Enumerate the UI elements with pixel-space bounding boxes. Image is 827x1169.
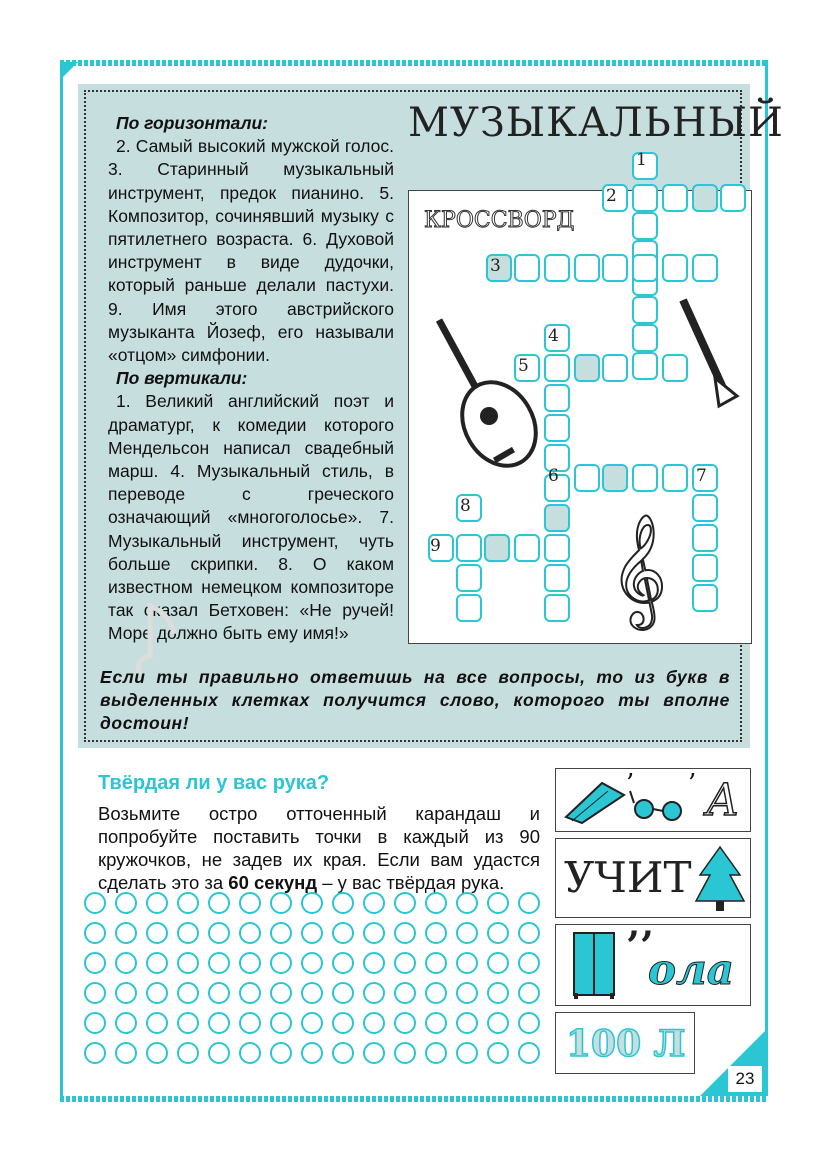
dot-circle[interactable] bbox=[332, 922, 354, 944]
crossword-cell bbox=[632, 184, 658, 212]
dot-circle[interactable] bbox=[394, 982, 416, 1004]
dot-circle[interactable] bbox=[425, 982, 447, 1004]
guitar-icon bbox=[425, 312, 535, 482]
crossword-cell bbox=[602, 354, 628, 382]
hand-test-text bbox=[98, 802, 540, 894]
dot-circle[interactable] bbox=[363, 1012, 385, 1034]
dot-circle[interactable] bbox=[208, 952, 230, 974]
dot-circle[interactable] bbox=[363, 952, 385, 974]
rebus-letter: А bbox=[706, 775, 740, 826]
dot-circle[interactable] bbox=[456, 952, 478, 974]
dot-circle[interactable] bbox=[239, 1012, 261, 1034]
dot-circle[interactable] bbox=[425, 922, 447, 944]
crossword-cell bbox=[602, 464, 628, 492]
dot-circle[interactable] bbox=[115, 952, 137, 974]
crossword-cell bbox=[544, 594, 570, 622]
crossword-number-6: 6 bbox=[548, 466, 559, 486]
dot-circle[interactable] bbox=[456, 892, 478, 914]
down-clues: 1. Великий английский поэт и драматург, к комедии которого Мендельсон написал свадебный марш. 4. Музыкальный стиль, в переводе с греческого означающий «многоголосье». 7. Музыкальный инструмент, чуть больше скрипки. 8. О каком известном немецком композиторе так сказал Бетховен: «Не ручей! Море должно быть ему имя!» bbox=[108, 391, 394, 644]
dot-circle[interactable] bbox=[146, 922, 168, 944]
dot-circle[interactable] bbox=[177, 952, 199, 974]
crossword-cell bbox=[662, 464, 688, 492]
dot-circle[interactable] bbox=[332, 892, 354, 914]
corner-decoration bbox=[60, 62, 78, 80]
crossword-cell bbox=[574, 464, 600, 492]
crossword-number-2: 2 bbox=[606, 186, 617, 206]
crossword-cell bbox=[544, 354, 570, 382]
crossword-cell bbox=[456, 564, 482, 592]
dot-circle[interactable] bbox=[425, 892, 447, 914]
crossword-cell bbox=[662, 184, 688, 212]
dot-circle[interactable] bbox=[394, 922, 416, 944]
dot-circle[interactable] bbox=[146, 982, 168, 1004]
dot-circle[interactable] bbox=[487, 922, 509, 944]
dot-circle[interactable] bbox=[239, 892, 261, 914]
dot-circle[interactable] bbox=[84, 922, 106, 944]
dot-circle[interactable] bbox=[456, 1042, 478, 1064]
dot-circle[interactable] bbox=[301, 952, 323, 974]
crossword-number-9: 9 bbox=[430, 536, 441, 556]
dot-circle[interactable] bbox=[270, 1042, 292, 1064]
dot-circle[interactable] bbox=[487, 1042, 509, 1064]
crossword-number-4: 4 bbox=[548, 326, 559, 346]
crossword-cell bbox=[692, 494, 718, 522]
crossword-cell bbox=[632, 212, 658, 240]
dot-circle[interactable] bbox=[332, 1042, 354, 1064]
dot-circle[interactable] bbox=[518, 952, 540, 974]
rebus-teacher-tree bbox=[555, 838, 751, 918]
dot-circle[interactable] bbox=[456, 982, 478, 1004]
dot-circle[interactable] bbox=[84, 1042, 106, 1064]
dot-circle[interactable] bbox=[425, 1042, 447, 1064]
crossword-cell bbox=[632, 296, 658, 324]
page-number: 23 bbox=[728, 1066, 762, 1092]
dot-circle[interactable] bbox=[208, 922, 230, 944]
dot-circle[interactable] bbox=[363, 892, 385, 914]
crossword-cell bbox=[692, 254, 718, 282]
crossword-cell bbox=[544, 504, 570, 532]
crossword-cell bbox=[692, 584, 718, 612]
dot-circle[interactable] bbox=[239, 952, 261, 974]
dot-circle[interactable] bbox=[115, 892, 137, 914]
dot-circle[interactable] bbox=[301, 892, 323, 914]
across-clues: 2. Самый высокий мужской голос. 3. Старинный музыкальный инструмент, предок пианино. 5. Композитор, сочинявший музыку с пятилетнего возраста. 6. Духовой инструмент в виде дудочки, который раньше делали пастухи. 9. Имя этого австрийского музыканта Йозеф, его называли «отцом» симфонии. bbox=[108, 136, 394, 366]
rebus-hundred-text: 100 Л bbox=[566, 1023, 686, 1065]
dot-circle[interactable] bbox=[394, 1042, 416, 1064]
dot-circle[interactable] bbox=[146, 952, 168, 974]
rebus-word: УЧИТ bbox=[564, 853, 692, 902]
crossword-cell bbox=[662, 254, 688, 282]
dot-circle[interactable] bbox=[115, 1012, 137, 1034]
frame-bottom-border bbox=[60, 1096, 768, 1102]
dot-circle[interactable] bbox=[208, 1012, 230, 1034]
crossword-cell bbox=[544, 414, 570, 442]
crossword-number-1: 1 bbox=[636, 150, 647, 170]
wardrobe-icon bbox=[570, 931, 620, 1001]
down-header: По вертикали: bbox=[116, 368, 248, 389]
hand-test-title: Твёрдая ли у вас рука? bbox=[98, 772, 330, 794]
crossword-cell bbox=[602, 254, 628, 282]
dot-circle[interactable] bbox=[146, 892, 168, 914]
crossword-cell bbox=[632, 324, 658, 352]
dot-circle[interactable] bbox=[332, 1012, 354, 1034]
crossword-number-3: 3 bbox=[490, 256, 501, 276]
dot-circle[interactable] bbox=[363, 982, 385, 1004]
crossword-number-8: 8 bbox=[460, 496, 471, 516]
dot-circle[interactable] bbox=[208, 982, 230, 1004]
crossword-cell bbox=[692, 184, 718, 212]
crossword-final-note: Если ты правильно ответишь на все вопросы, то из букв в выделенных клетках получится слово, которого ты вполне достоин! bbox=[100, 667, 730, 733]
crossword-cell bbox=[632, 254, 658, 282]
rebus-hundred bbox=[555, 1012, 695, 1074]
flippers-icon bbox=[562, 777, 628, 825]
dot-circle[interactable] bbox=[518, 982, 540, 1004]
dot-circle[interactable] bbox=[332, 982, 354, 1004]
crossword-cell bbox=[456, 594, 482, 622]
dot-circle[interactable] bbox=[394, 1012, 416, 1034]
dot-circle[interactable] bbox=[208, 892, 230, 914]
hand-test-text-part: Возьмите остро отточенный карандаш и попробуйте поставить точки в каждый из 90 кружочков, не задев их края. Если вам удастся сделать это за bbox=[98, 803, 540, 893]
crossword-cell bbox=[514, 534, 540, 562]
dot-circle[interactable] bbox=[239, 922, 261, 944]
dot-circle[interactable] bbox=[394, 952, 416, 974]
crossword-cell bbox=[692, 524, 718, 552]
rebus-flippers-glasses: ’ ’ А bbox=[555, 768, 751, 832]
dot-circle[interactable] bbox=[177, 982, 199, 1004]
crossword-cell bbox=[484, 534, 510, 562]
dot-circle[interactable] bbox=[84, 1012, 106, 1034]
dot-circle[interactable] bbox=[115, 1042, 137, 1064]
dot-circle[interactable] bbox=[487, 982, 509, 1004]
crossword-cell bbox=[574, 354, 600, 382]
crossword-number-5: 5 bbox=[518, 356, 529, 376]
dot-circle[interactable] bbox=[177, 922, 199, 944]
dot-circle[interactable] bbox=[115, 982, 137, 1004]
dot-circle[interactable] bbox=[270, 922, 292, 944]
crossword-cell bbox=[544, 534, 570, 562]
crossword-cell bbox=[720, 184, 746, 212]
dot-circle[interactable] bbox=[270, 952, 292, 974]
dot-circle[interactable] bbox=[518, 892, 540, 914]
dot-circle[interactable] bbox=[332, 952, 354, 974]
crossword-cell bbox=[692, 554, 718, 582]
dot-circle[interactable] bbox=[270, 1012, 292, 1034]
dot-circle[interactable] bbox=[146, 1042, 168, 1064]
crossword-title: МУЗЫКАЛЬНЫЙ bbox=[408, 100, 784, 146]
crossword-cell bbox=[574, 254, 600, 282]
clarinet-icon bbox=[675, 296, 741, 408]
dot-circle[interactable] bbox=[518, 1042, 540, 1064]
crossword-number-7: 7 bbox=[696, 466, 707, 486]
glasses-icon bbox=[630, 787, 690, 823]
rebus-wardrobe bbox=[555, 924, 751, 1006]
dot-circle[interactable] bbox=[363, 922, 385, 944]
dot-circle[interactable] bbox=[487, 952, 509, 974]
crossword-cell bbox=[456, 534, 482, 562]
dot-circle[interactable] bbox=[456, 922, 478, 944]
crossword-cell bbox=[544, 384, 570, 412]
hand-test-text-end: – у вас твёрдая рука. bbox=[317, 872, 505, 893]
dot-circle[interactable] bbox=[239, 982, 261, 1004]
dot-circle[interactable] bbox=[487, 892, 509, 914]
dot-circle[interactable] bbox=[208, 1042, 230, 1064]
dot-circle[interactable] bbox=[177, 1042, 199, 1064]
dot-circle[interactable] bbox=[177, 1012, 199, 1034]
dot-circle[interactable] bbox=[84, 982, 106, 1004]
rebus-ending: ола bbox=[648, 945, 734, 994]
dot-circle[interactable] bbox=[239, 1042, 261, 1064]
dot-circle[interactable] bbox=[518, 1012, 540, 1034]
dot-circle[interactable] bbox=[115, 922, 137, 944]
dot-circle[interactable] bbox=[301, 982, 323, 1004]
dot-circle[interactable] bbox=[270, 982, 292, 1004]
dot-circle[interactable] bbox=[487, 1012, 509, 1034]
crossword-cell bbox=[544, 564, 570, 592]
dot-circle[interactable] bbox=[456, 1012, 478, 1034]
crossword-cell bbox=[632, 352, 658, 380]
dot-circle[interactable] bbox=[270, 892, 292, 914]
hand-test-time: 60 секунд bbox=[228, 872, 318, 893]
dot-circle[interactable] bbox=[301, 1042, 323, 1064]
treble-clef-icon bbox=[608, 506, 667, 625]
fir-tree-icon bbox=[694, 845, 746, 915]
crossword-clues bbox=[108, 112, 394, 646]
crossword-cell bbox=[544, 254, 570, 282]
rebus-commas: ’’ bbox=[626, 923, 654, 970]
dot-circle[interactable] bbox=[84, 892, 106, 914]
dot-circle[interactable] bbox=[425, 1012, 447, 1034]
dot-circle[interactable] bbox=[394, 892, 416, 914]
dot-circle[interactable] bbox=[177, 892, 199, 914]
dot-circle[interactable] bbox=[301, 922, 323, 944]
across-header: По горизонтали: bbox=[116, 113, 268, 133]
dot-circle[interactable] bbox=[84, 952, 106, 974]
crossword-subtitle: КРОССВОРД bbox=[424, 208, 575, 233]
svg-text:𝄞: 𝄞 bbox=[610, 513, 667, 625]
dot-circle[interactable] bbox=[146, 1012, 168, 1034]
dot-circle[interactable] bbox=[363, 1042, 385, 1064]
dot-circle[interactable] bbox=[301, 1012, 323, 1034]
dot-circle[interactable] bbox=[518, 922, 540, 944]
crossword-cell bbox=[514, 254, 540, 282]
crossword-cell bbox=[632, 464, 658, 492]
dot-circle[interactable] bbox=[425, 952, 447, 974]
